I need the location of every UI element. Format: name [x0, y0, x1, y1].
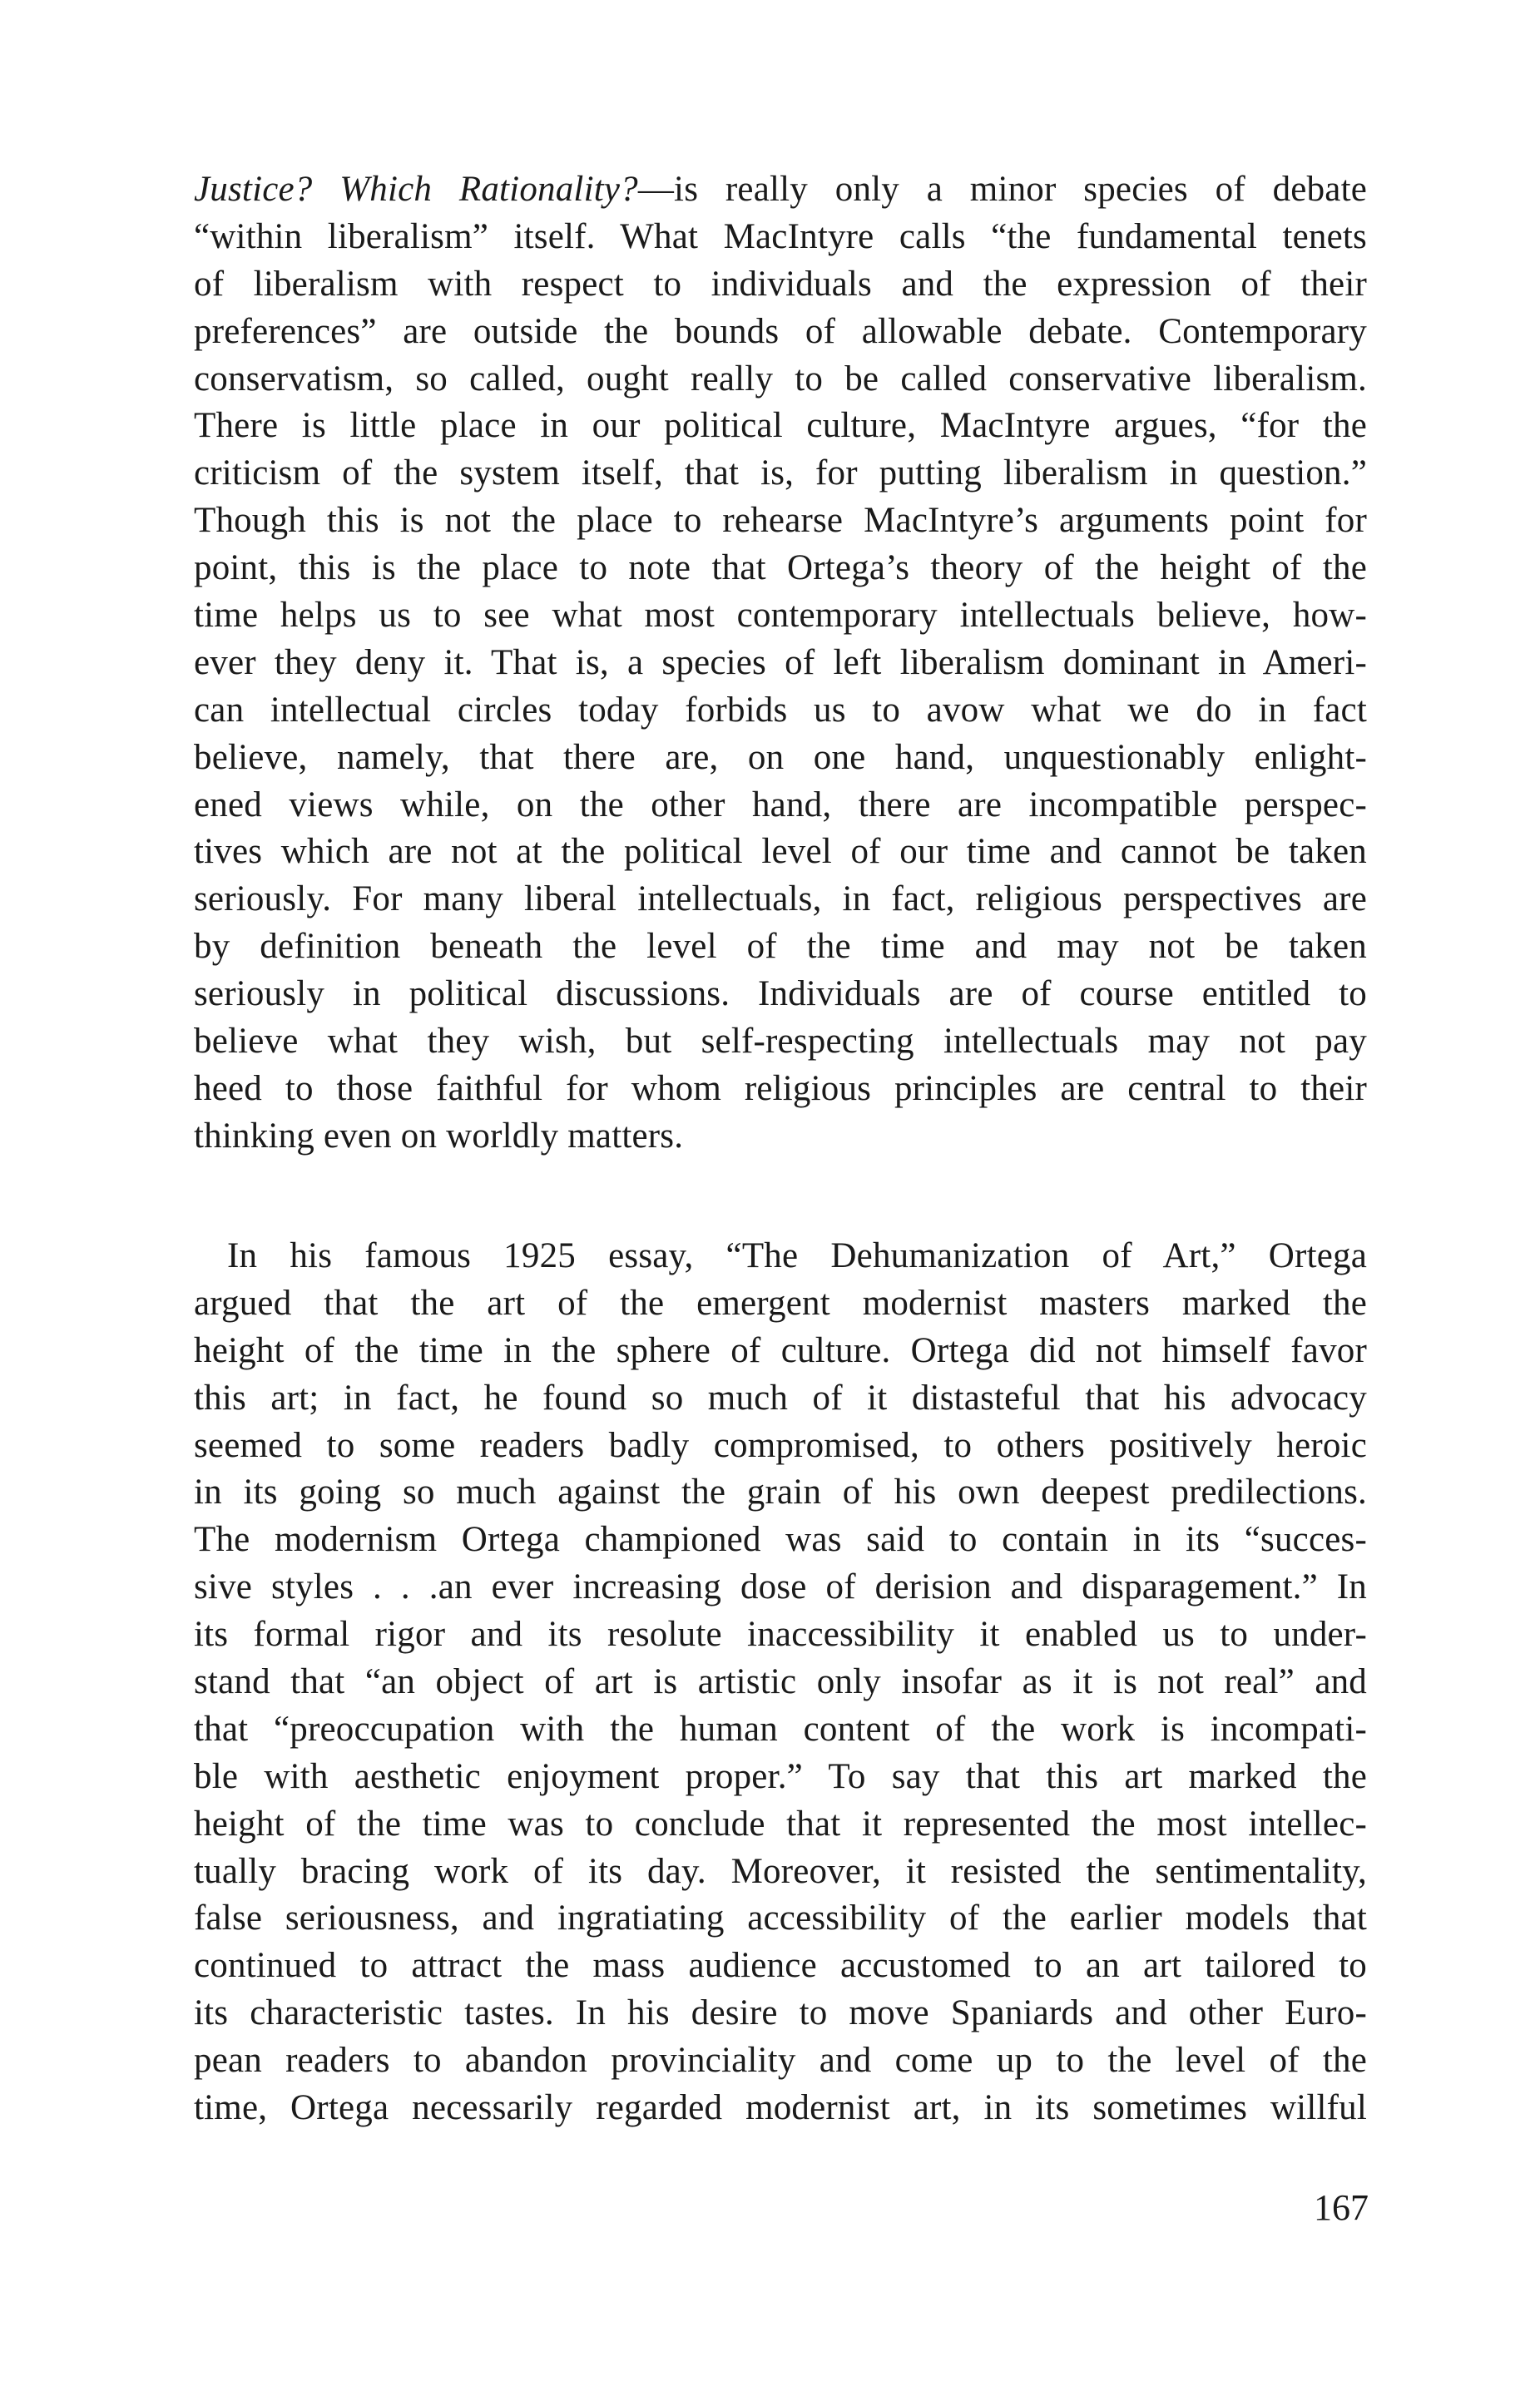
text-line: pean readers to abandon provinciality and come up to the level of the: [194, 2041, 1367, 2081]
text-line: by definition beneath the level of the time and may not be taken: [194, 927, 1367, 967]
text-line: time, Ortega necessarily regarded modernist art, in its sometimes willful: [194, 2088, 1367, 2128]
text-line: height of the time was to conclude that it represented the most intellec-: [194, 1804, 1367, 1844]
text-line: this art; in fact, he found so much of it distasteful that his advocacy: [194, 1378, 1367, 1418]
text-line: false seriousness, and ingratiating accessibility of the earlier models that: [194, 1899, 1367, 1938]
text-line: tually bracing work of its day. Moreover, it resisted the sentimentality,: [194, 1851, 1367, 1891]
text-line: conservatism, so called, ought really to be called conservative liberalism.: [194, 359, 1367, 399]
text-line: its formal rigor and its resolute inaccessibility it enabled us to under-: [194, 1615, 1367, 1655]
text-line: height of the time in the sphere of culture. Ortega did not himself favor: [194, 1330, 1367, 1370]
text-line: sive styles . . .an ever increasing dose of derision and disparagement.” In: [194, 1567, 1367, 1607]
paragraph-2: [194, 1233, 1367, 2132]
text-line: “within liberalism” itself. What MacIntyre calls “the fundamental tenets: [194, 216, 1367, 256]
text-line: ever they deny it. That is, a species of left liberalism dominant in Ameri-: [194, 642, 1367, 682]
text-line: time helps us to see what most contemporary intellectuals believe, how-: [194, 596, 1367, 636]
text-line: Though this is not the place to rehearse MacIntyre’s arguments point for: [194, 501, 1367, 541]
text-line: that “preoccupation with the human content of the work is incompati-: [194, 1709, 1367, 1749]
text-line: ble with aesthetic enjoyment proper.” To say that this art marked the: [194, 1756, 1367, 1796]
text-line: [194, 166, 1367, 214]
paragraph-1: [194, 166, 1367, 1161]
text-line: seriously. For many liberal intellectuals, in fact, religious perspectives are: [194, 879, 1367, 919]
text-line: criticism of the system itself, that is, for putting liberalism in question.”: [194, 453, 1367, 493]
text-line: seriously in political discussions. Individuals are of course entitled to: [194, 974, 1367, 1014]
page-number: 167: [1314, 2187, 1369, 2228]
text-line: argued that the art of the emergent modernist masters marked the: [194, 1283, 1367, 1323]
text-line: tives which are not at the political level of our time and cannot be taken: [194, 832, 1367, 872]
text-line: There is little place in our political culture, MacIntyre argues, “for the: [194, 406, 1367, 446]
text-line: heed to those faithful for whom religious principles are central to their: [194, 1068, 1367, 1108]
text-line: of liberalism with respect to individuals and the expression of their: [194, 264, 1367, 304]
text-line: continued to attract the mass audience accustomed to an art tailored to: [194, 1946, 1367, 1986]
text-line: in its going so much against the grain of his own deepest predilections.: [194, 1473, 1367, 1512]
text-line-rest: —is really only a minor species of debate: [637, 170, 1367, 209]
text-line: its characteristic tastes. In his desire to move Spaniards and other Euro-: [194, 1993, 1367, 2033]
text-line: stand that “an object of art is artistic only insofar as it is not real” and: [194, 1662, 1367, 1702]
text-line: can intellectual circles today forbids us to avow what we do in fact: [194, 690, 1367, 730]
text-line: The modernism Ortega championed was said to contain in its “succes-: [194, 1520, 1367, 1560]
text-line: In his famous 1925 essay, “The Dehumanization of Art,” Ortega: [227, 1236, 1367, 1275]
text-line: seemed to some readers badly compromised, to others positively heroic: [194, 1425, 1367, 1465]
text-line: thinking even on worldly matters.: [194, 1116, 684, 1156]
text-line: preferences” are outside the bounds of allowable debate. Contemporary: [194, 311, 1367, 351]
text-line: believe, namely, that there are, on one hand, unquestionably enlight-: [194, 737, 1367, 777]
text-line: ened views while, on the other hand, there are incompatible perspec-: [194, 785, 1367, 824]
text-line: point, this is the place to note that Ortega’s theory of the height of the: [194, 548, 1367, 588]
text-line: believe what they wish, but self-respecting intellectuals may not pay: [194, 1022, 1367, 1062]
book-title-italic: Justice? Which Rationality?: [194, 170, 638, 209]
